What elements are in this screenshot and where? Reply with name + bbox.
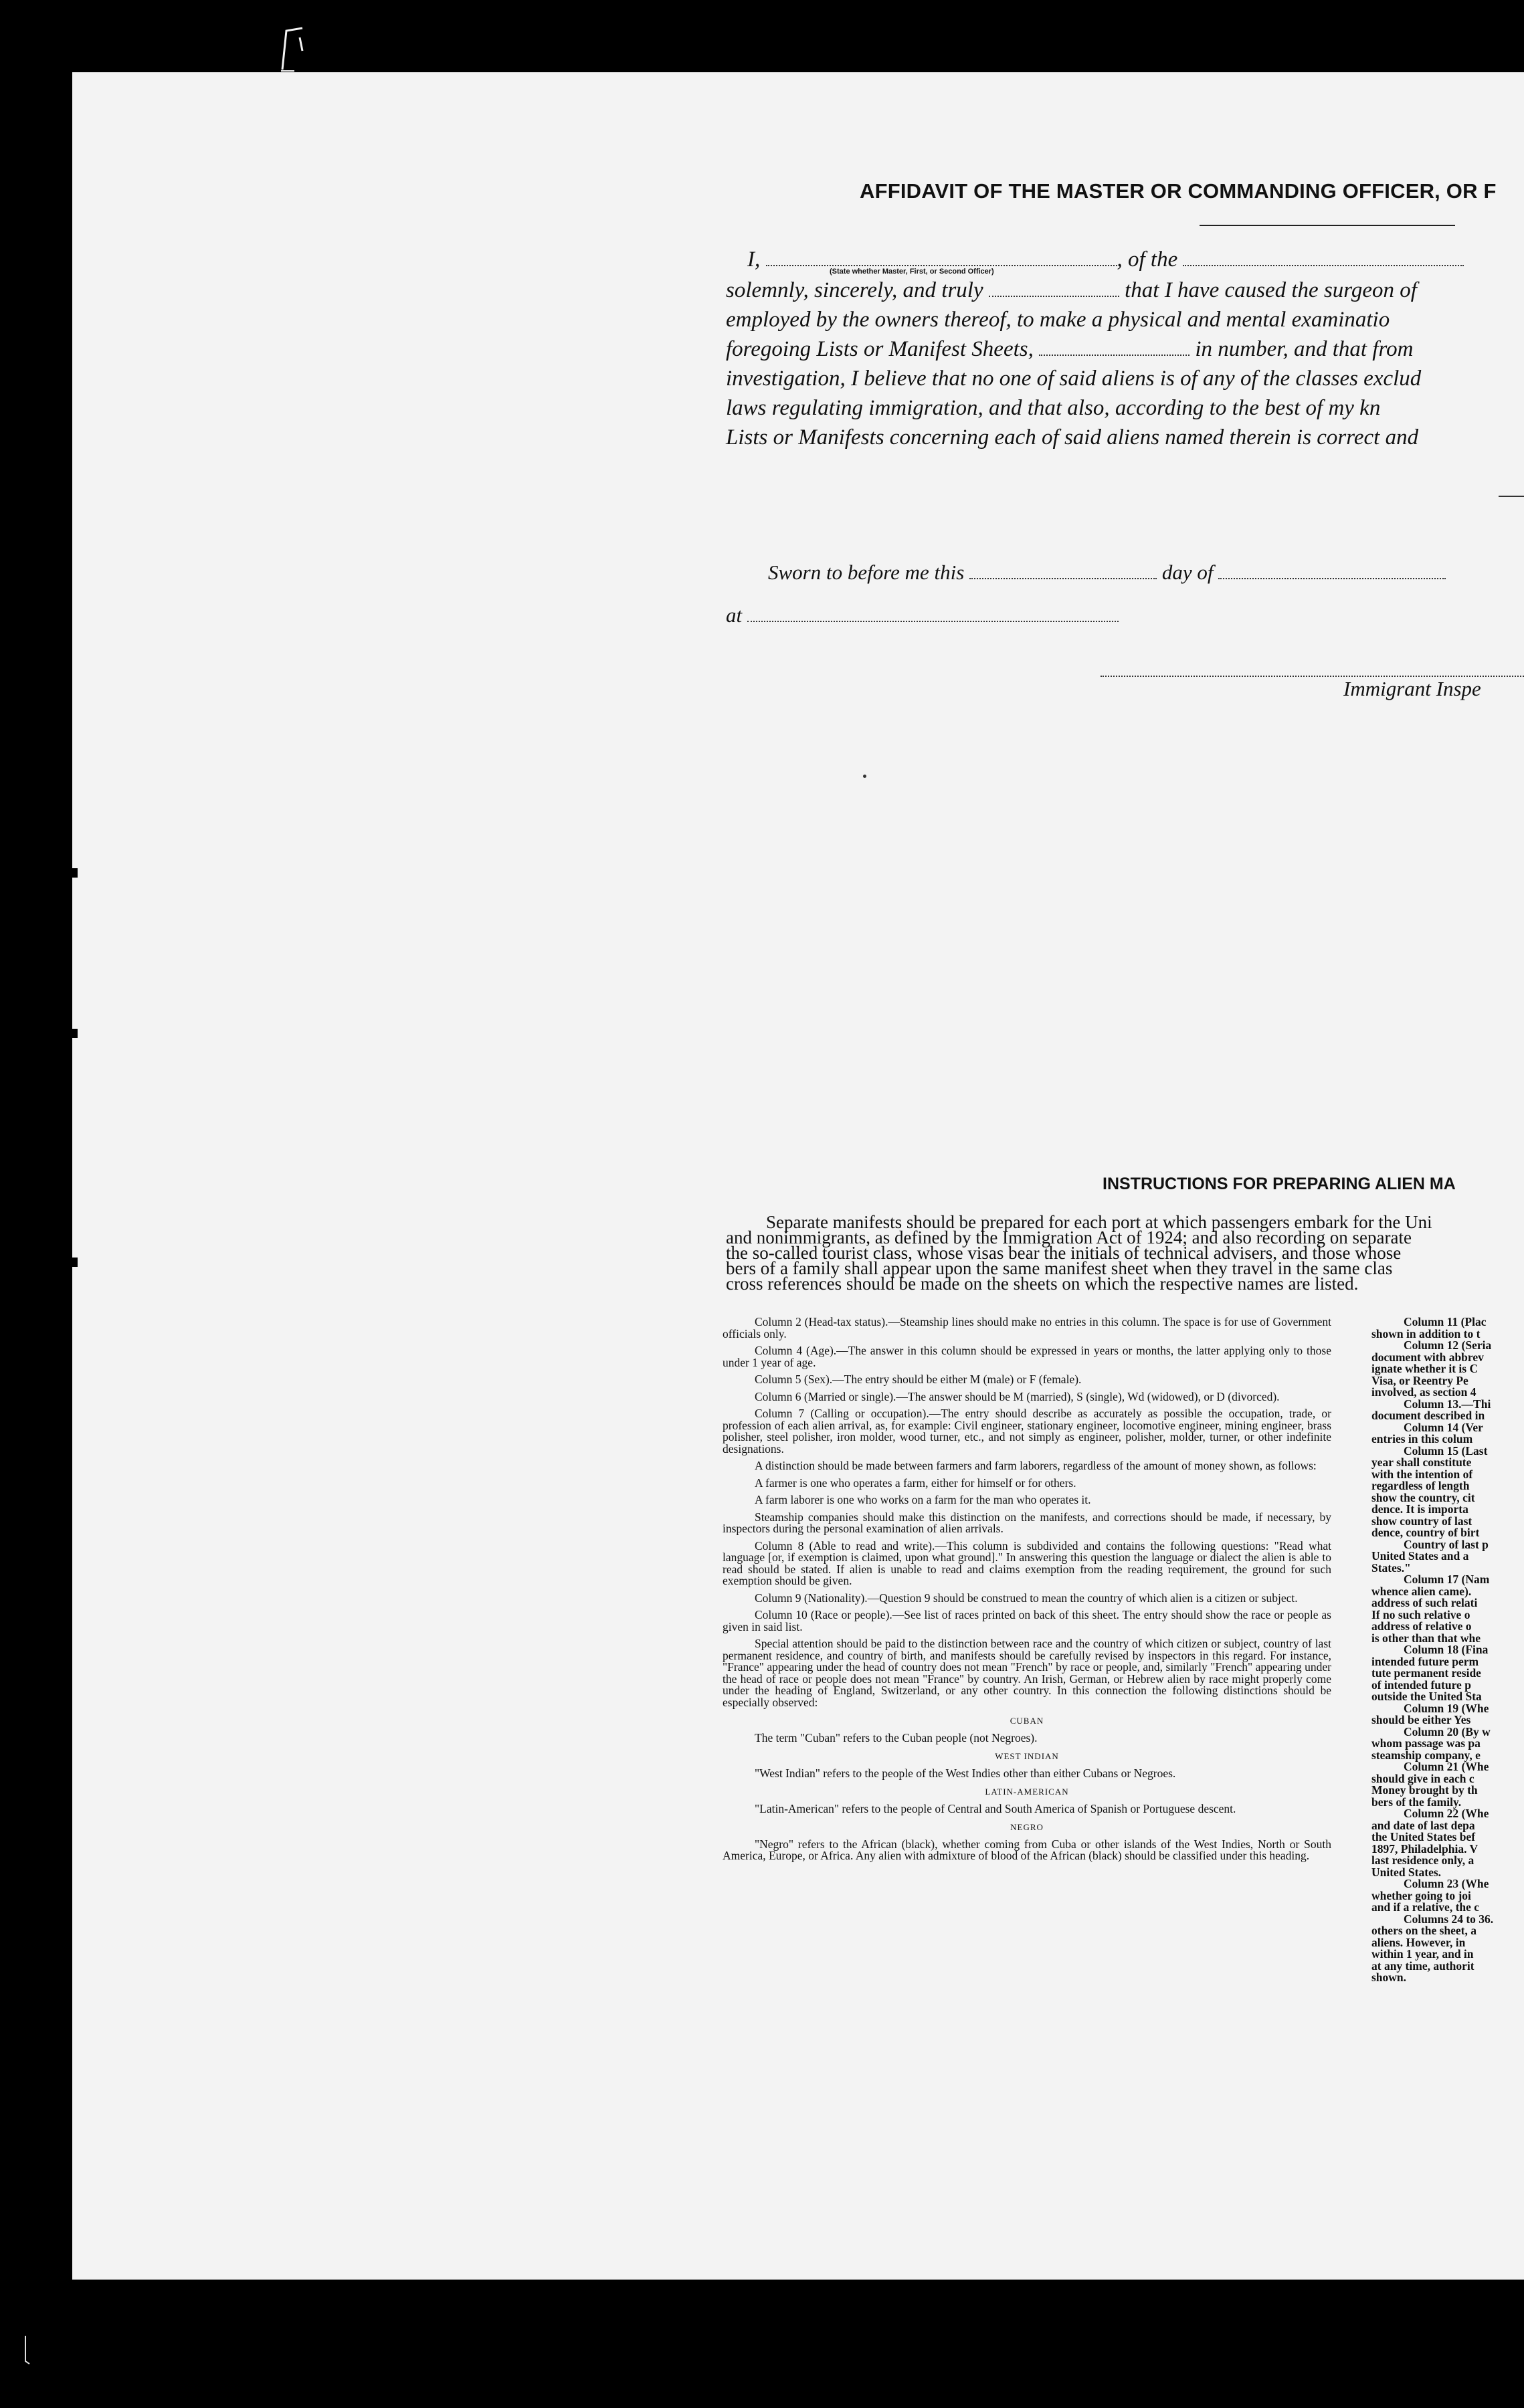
in-number-text: in number, and that from <box>1195 337 1414 361</box>
right-column-line: tute permanent reside <box>1371 1666 1481 1680</box>
right-column-line: Column 12 (Seria <box>1404 1338 1492 1352</box>
right-column-line: United States. <box>1371 1865 1442 1879</box>
latin-american-heading: LATIN-AMERICAN <box>985 1787 1069 1797</box>
column-10-note: Column 10 (Race or people).—See list of races printed on back of this sheet. The entry should show the race or people as given in said list. <box>723 1608 1331 1633</box>
affidavit-line-6: laws regulating immigration, and that also, according to the best of my kn <box>726 396 1381 420</box>
month-field[interactable] <box>1218 565 1446 579</box>
farm-laborer-definition: A farm laborer is one who works on a farm for the man who operates it. <box>755 1493 1091 1506</box>
corner-bracket-mark <box>280 27 306 72</box>
right-column-line: others on the sheet, a <box>1371 1924 1477 1937</box>
negro-definition: "Negro" refers to the African (black), whether coming from Cuba or other islands of the West Indies, North or South America, Europe, or Africa. Any alien with admixture of blood of the African (black) should be classified under this heading. <box>723 1837 1331 1862</box>
right-column-line: whom passage was pa <box>1371 1736 1481 1750</box>
column-2-note: Column 2 (Head-tax status).—Steamship lines should make no entries in this column. The space is for use of Government officials only. <box>723 1315 1331 1340</box>
right-column-line: year shall constitute <box>1371 1456 1472 1469</box>
right-column-line: bers of the family. <box>1371 1795 1462 1809</box>
instructions-right-column <box>1371 1316 1524 1984</box>
right-column-line: States." <box>1371 1561 1411 1575</box>
right-column-line: address of such relati <box>1371 1596 1478 1609</box>
right-column-line: show the country, cit <box>1371 1490 1475 1504</box>
right-column-line: If no such relative o <box>1371 1607 1470 1621</box>
affidavit-line-4 <box>726 336 1413 363</box>
right-column-line: entries in this colum <box>1371 1432 1473 1445</box>
west-indian-definition: "West Indian" refers to the people of the West Indies other than either Cubans or Negroes. <box>755 1766 1176 1780</box>
inspector-label: Immigrant Inspe <box>1343 677 1481 700</box>
right-column-line: aliens. However, in <box>1371 1935 1466 1949</box>
day-of-text: day of <box>1161 561 1214 584</box>
right-column-line: Column 19 (Whe <box>1404 1701 1489 1715</box>
sheet-count-field[interactable] <box>1039 341 1189 356</box>
intro-line: Separate manifests should be prepared for each port at which passengers embark for the Uni <box>766 1212 1432 1232</box>
column-4-note: Column 4 (Age).—The answer in this column should be expressed in years or months, the latter applying only to those under 1 year of age. <box>723 1344 1331 1369</box>
race-country-note: Special attention should be paid to the distinction between race and the country of which citizen or subject, country of last permanent residence, and country of birth, and manifests should be carefully revised by inspectors in this regard. For instance, "France" appearing under the head of country does not mean "French" by race or people, and, similarly "French" appearing under the head of race or people does not mean "France" by country. An Irish, German, or Hebrew alien by race might properly come under the heading of England, Switzerland, or any other country. In this connection the following distinctions should be especially observed: <box>723 1637 1331 1709</box>
bottom-margin-mark <box>20 2334 31 2365</box>
right-column-line: steamship company, e <box>1371 1748 1481 1762</box>
instructions-title: INSTRUCTIONS FOR PREPARING ALIEN MA <box>1103 1175 1456 1193</box>
intro-line: bers of a family shall appear upon the same manifest sheet when they travel in the same clas <box>726 1258 1393 1278</box>
edge-tick-mark <box>67 1258 78 1267</box>
right-column-line: Columns 24 to 36. <box>1404 1912 1494 1926</box>
right-column-line: Column 14 (Ver <box>1404 1420 1483 1434</box>
negro-heading: NEGRO <box>1010 1822 1044 1832</box>
right-column-line: outside the United Sta <box>1371 1690 1482 1703</box>
right-column-line: should be either Yes <box>1371 1713 1471 1726</box>
right-column-line: Column 15 (Last <box>1404 1443 1488 1458</box>
right-column-line: of intended future p <box>1371 1678 1471 1692</box>
right-column-line: at any time, authorit <box>1371 1959 1474 1973</box>
right-column-line: shown in addition to t <box>1371 1326 1481 1340</box>
officer-note: (State whether Master, First, or Second Officer) <box>830 268 994 276</box>
sworn-text: Sworn to before me this <box>768 561 965 584</box>
instructions-left-column <box>723 1316 1331 1868</box>
intro-line: and nonimmigrants, as defined by the Immigration Act of 1924; and also recording on separate <box>726 1227 1412 1247</box>
right-column-line: ignate whether it is C <box>1371 1362 1479 1375</box>
affidavit-title: AFFIDAVIT OF THE MASTER OR COMMANDING OFFICER, OR F <box>860 179 1497 203</box>
right-column-line: Column 21 (Whe <box>1404 1760 1489 1773</box>
right-column-line: should give in each c <box>1371 1771 1474 1785</box>
right-column-line: Money brought by th <box>1371 1783 1478 1797</box>
right-column-line: 1897, Philadelphia. V <box>1371 1841 1479 1855</box>
right-column-line: Column 18 (Fina <box>1404 1643 1489 1656</box>
farmer-definition: A farmer is one who operates a farm, either for himself or for others. <box>755 1476 1076 1490</box>
column-8-note: Column 8 (Able to read and write).—This column is subdivided and contains the following questions: "Read what language [or, if exemption is claimed, upon what ground]." In answering this question the language or dialect the alien is able to read should be stated. If alien is unable to read and claims exemption from the reading requirement, the ground for such exemption should be given. <box>723 1538 1331 1587</box>
column-6-note: Column 6 (Married or single).—The answer should be M (married), S (single), Wd (widowed), or D (divorced). <box>755 1389 1280 1403</box>
of-the-label: , of the <box>1117 247 1178 272</box>
right-column-line: Column 13.—Thi <box>1404 1397 1491 1411</box>
right-column-line: and date of last depa <box>1371 1818 1475 1832</box>
lists-text: foregoing Lists or Manifest Sheets, <box>726 337 1034 361</box>
signature-line <box>1499 496 1524 497</box>
right-column-line: last residence only, a <box>1371 1853 1474 1867</box>
at-line <box>726 603 1119 627</box>
right-column-line: Country of last p <box>1404 1537 1489 1551</box>
right-column-line: United States and a <box>1371 1549 1469 1563</box>
right-column-line: is other than that whe <box>1371 1631 1481 1645</box>
edge-tick-mark <box>67 868 78 878</box>
sworn-line <box>768 561 1446 585</box>
day-field[interactable] <box>969 565 1157 579</box>
right-column-line: dence, country of birt <box>1371 1526 1480 1539</box>
farmer-distinction: A distinction should be made between farmers and farm laborers, regardless of the amount of money shown, as follows: <box>755 1459 1317 1472</box>
officer-field[interactable] <box>766 252 1117 266</box>
column-9-note: Column 9 (Nationality).—Question 9 should be construed to mean the country of which alien is a citizen or subject. <box>755 1591 1298 1605</box>
right-column-line: Visa, or Reentry Pe <box>1371 1373 1468 1387</box>
title-underline <box>1200 225 1455 226</box>
right-column-line: Column 22 (Whe <box>1404 1807 1489 1820</box>
swear-field[interactable] <box>989 282 1119 297</box>
west-indian-heading: WEST INDIAN <box>995 1751 1059 1761</box>
right-column-line: shown. <box>1371 1971 1407 1984</box>
steamship-note: Steamship companies should make this distinction on the manifests, and corrections should be made, if necessary, by inspectors during the personal examination of alien arrivals. <box>723 1510 1331 1535</box>
right-column-line: regardless of length <box>1371 1479 1470 1492</box>
at-label: at <box>726 603 743 627</box>
right-column-line: and if a relative, the c <box>1371 1900 1480 1914</box>
right-column-line: Column 11 (Plac <box>1404 1315 1487 1328</box>
column-7-note: Column 7 (Calling or occupation).—The entry should describe as accurately as possible the occupation, trade, or profession of each alien arrival, as, for example: Civil engineer, stationary engineer, locomotive engineer, mining engineer, brass polisher, steel polisher, iron molder, wood turner, etc., and not simply as engineer, polisher, molder, turner, or other indefinite designations. <box>723 1407 1331 1456</box>
affidavit-line-5: investigation, I believe that no one of said aliens is of any of the classes exclud <box>726 367 1422 391</box>
latin-american-definition: "Latin-American" refers to the people of Central and South America of Spanish or Portuguese descent. <box>755 1801 1236 1815</box>
right-column-line: whence alien came). <box>1371 1584 1472 1598</box>
right-column-line: dence. It is importa <box>1371 1502 1468 1516</box>
cuban-definition: The term "Cuban" refers to the Cuban people (not Negroes). <box>755 1730 1038 1744</box>
right-column-line: address of relative o <box>1371 1619 1472 1633</box>
right-column-line: document with abbrev <box>1371 1350 1484 1364</box>
right-column-line: with the intention of <box>1371 1467 1473 1481</box>
stray-dot <box>863 775 866 778</box>
affidavit-i: I, <box>747 247 761 272</box>
edge-tick-mark <box>67 1029 78 1038</box>
vessel-field[interactable] <box>1183 252 1464 266</box>
right-column-line: whether going to joi <box>1371 1888 1471 1902</box>
right-column-line: the United States bef <box>1371 1830 1476 1843</box>
intro-line: the so-called tourist class, whose visas bear the initials of technical advisers, and those whose <box>726 1243 1402 1263</box>
instructions-intro <box>726 1212 1524 1294</box>
surgeon-text: that I have caused the surgeon of <box>1125 278 1417 302</box>
right-column-line: Column 20 (By w <box>1404 1724 1491 1738</box>
affidavit-line-3: employed by the owners thereof, to make a physical and mental examinatio <box>726 308 1390 332</box>
right-column-line: Column 17 (Nam <box>1404 1573 1490 1586</box>
affidavit-line-2 <box>726 277 1417 304</box>
right-column-line: involved, as section 4 <box>1371 1385 1477 1399</box>
solemnly-text: solemnly, sincerely, and truly <box>726 278 983 302</box>
cuban-heading: CUBAN <box>1010 1716 1044 1726</box>
right-column-line: intended future perm <box>1371 1654 1479 1668</box>
intro-line: cross references should be made on the sheets on which the respective names are listed. <box>726 1274 1359 1294</box>
place-field[interactable] <box>747 607 1119 622</box>
right-column-line: within 1 year, and in <box>1371 1947 1474 1961</box>
column-5-note: Column 5 (Sex).—The entry should be either M (male) or F (female). <box>755 1373 1082 1386</box>
right-column-line: document described in <box>1371 1409 1485 1422</box>
right-column-line: Column 23 (Whe <box>1404 1877 1489 1890</box>
affidavit-line-7: Lists or Manifests concerning each of said aliens named therein is correct and <box>726 425 1419 449</box>
right-column-line: show country of last <box>1371 1514 1472 1528</box>
